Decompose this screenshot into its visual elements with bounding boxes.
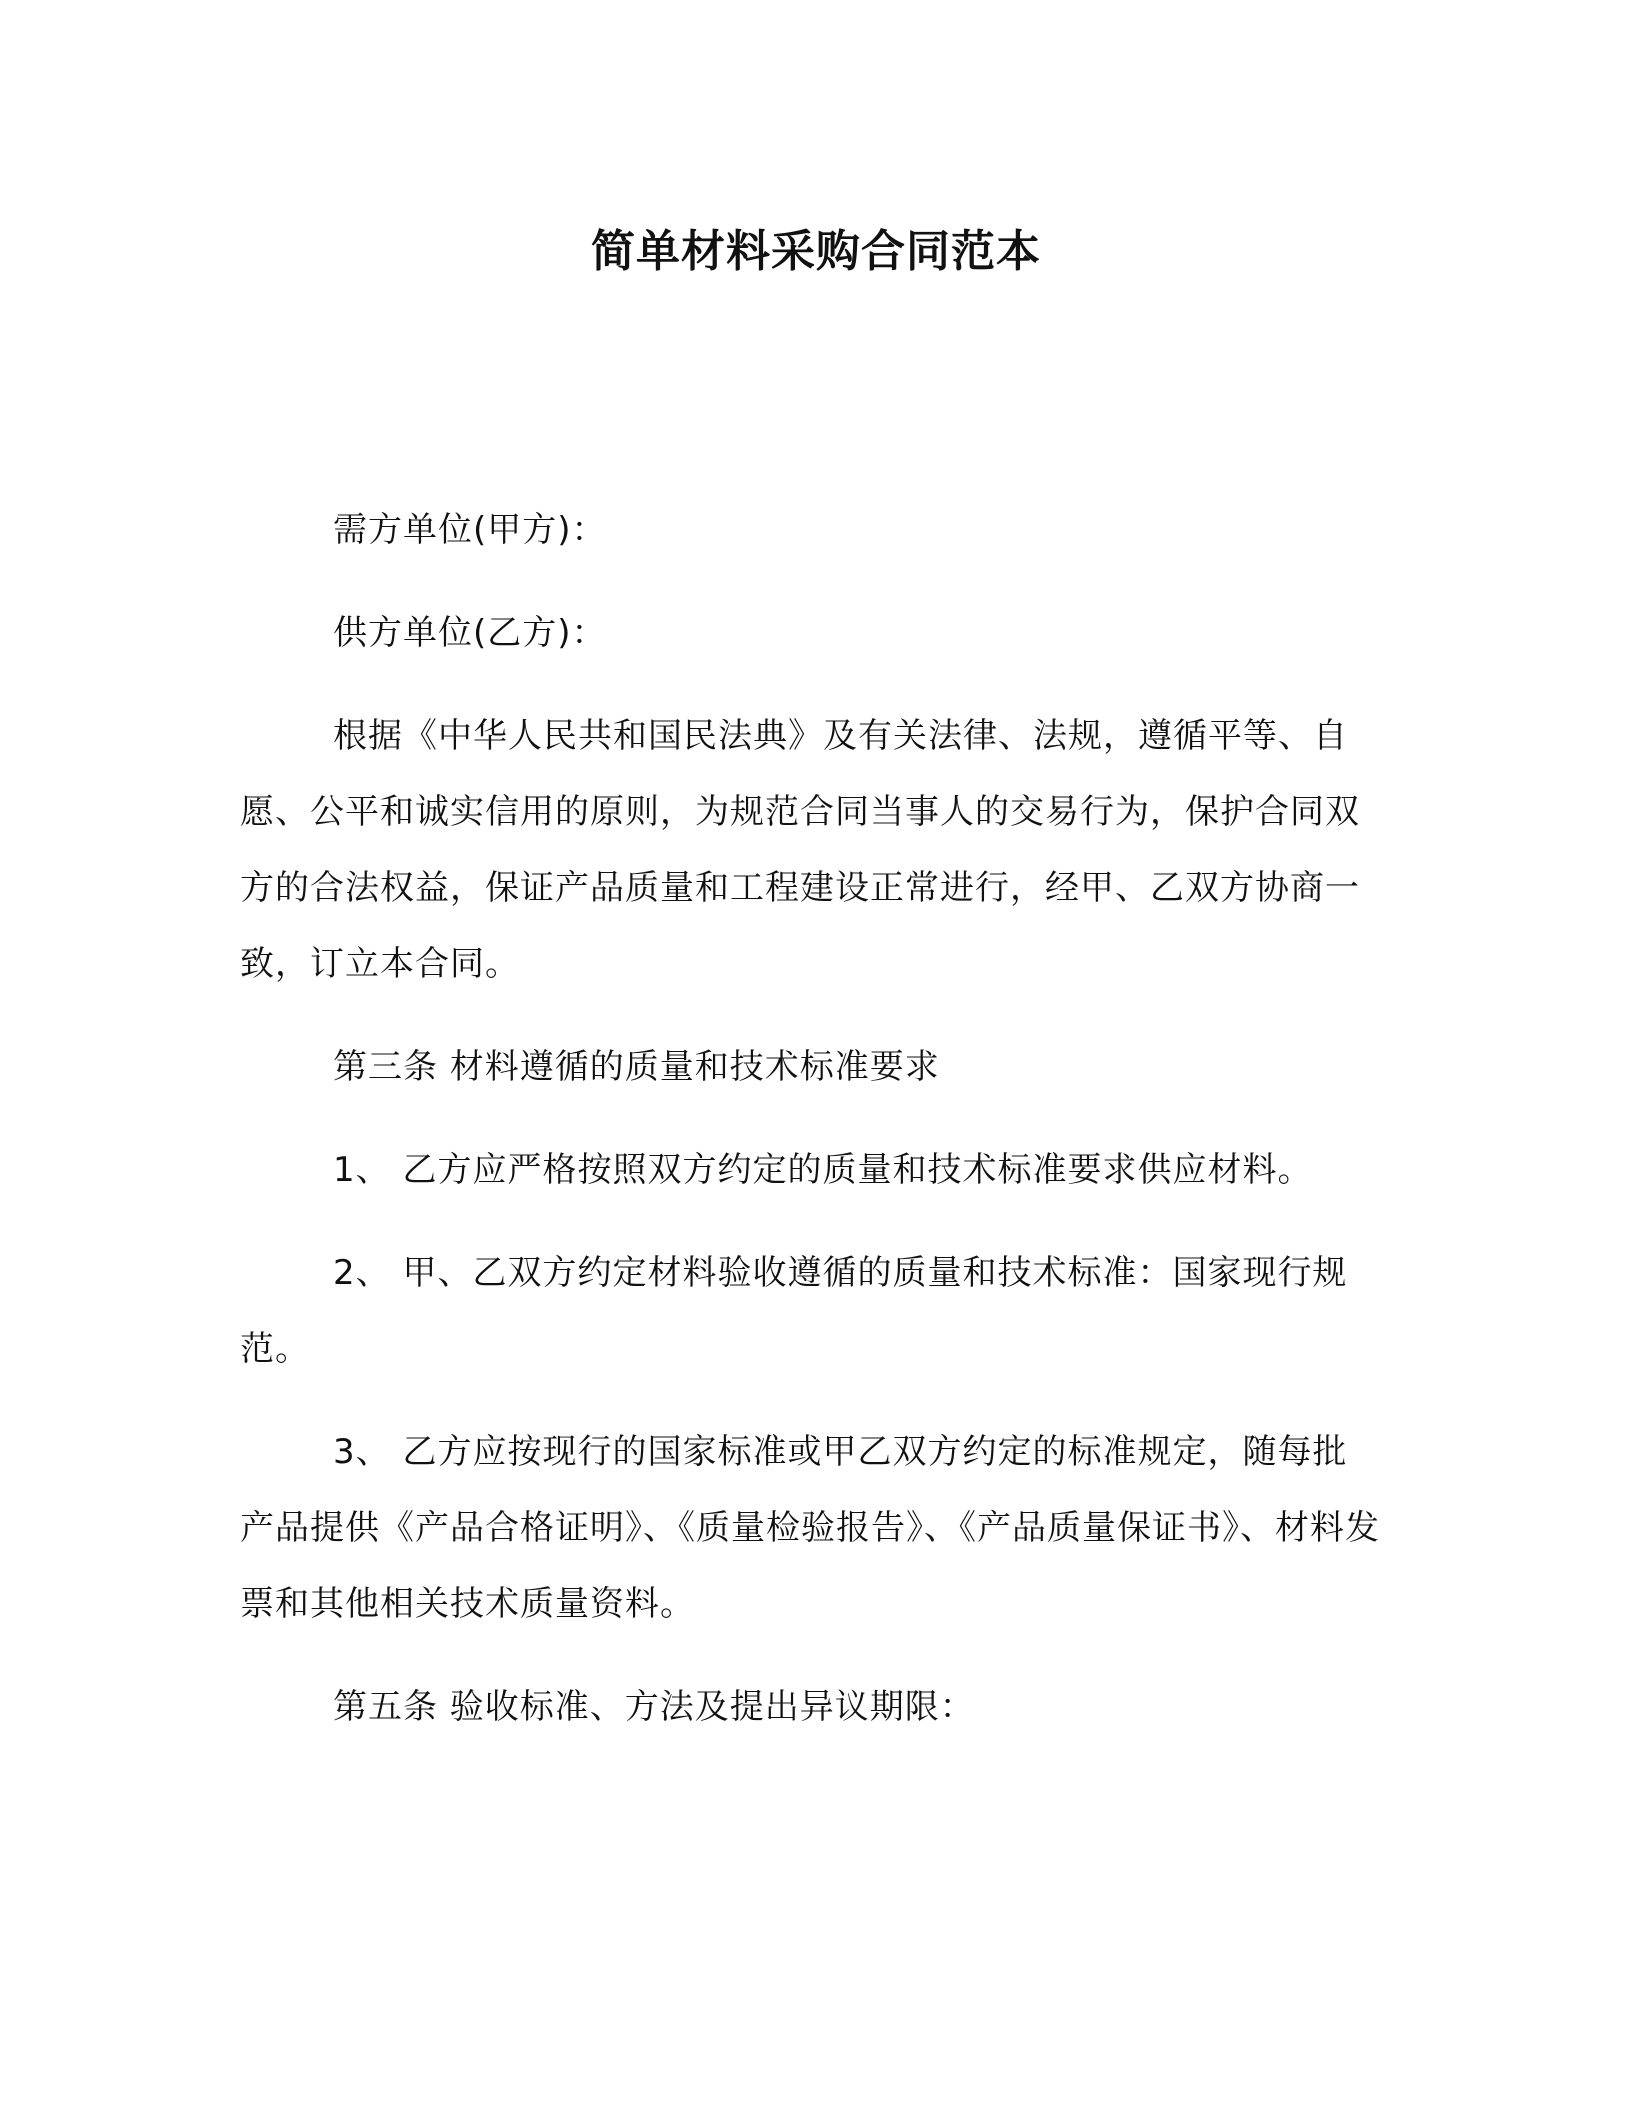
article3-item-3: 3、 乙方应按现行的国家标准或甲乙双方约定的标准规定，随每批产品提供《产品合格证明》、《质量检验报告》、《产品质量保证书》、材料发票和其他相关技术质量资料。 xyxy=(240,1432,1380,1624)
document-title: 简单材料采购合同范本 xyxy=(591,226,1041,277)
party-a-line: 需方单位(甲方)： xyxy=(333,510,607,550)
document-body xyxy=(240,492,1380,1745)
article3-item-2: 2、 甲、乙双方约定材料验收遵循的质量和技术标准：国家现行规范。 xyxy=(240,1253,1348,1369)
article3-item-1: 1、 乙方应严格按照双方约定的质量和技术标准要求供应材料。 xyxy=(333,1150,1313,1190)
party-b-line: 供方单位(乙方)： xyxy=(333,613,607,653)
preamble-paragraph: 根据《中华人民共和国民法典》及有关法律、法规，遵循平等、自愿、公平和诚实信用的原则，为规范合同当事人的交易行为，保护合同双方的合法权益，保证产品质量和工程建设正常进行，经甲、乙双方协商一致，订立本合同。 xyxy=(240,716,1360,984)
article3-heading: 第三条 材料遵循的质量和技术标准要求 xyxy=(333,1047,940,1087)
article5-heading: 第五条 验收标准、方法及提出异议期限： xyxy=(333,1687,975,1727)
